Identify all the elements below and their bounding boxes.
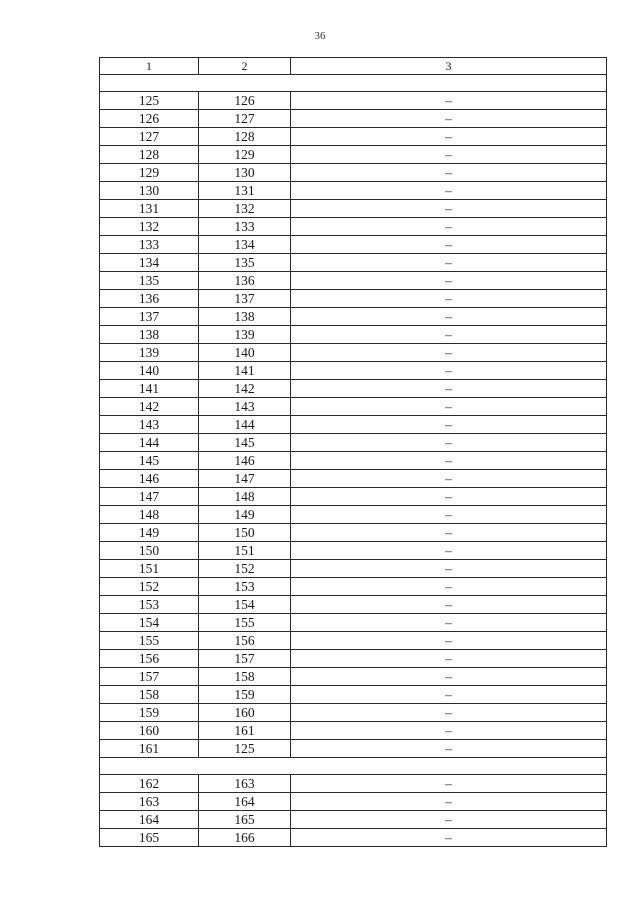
- cell-col2: 159: [199, 686, 291, 704]
- cell-col3-dash: –: [291, 164, 607, 182]
- cell-col1: 141: [100, 380, 199, 398]
- cell-col3-dash: –: [291, 596, 607, 614]
- cell-col3-dash: –: [291, 254, 607, 272]
- cell-col1: 142: [100, 398, 199, 416]
- cell-col2: 144: [199, 416, 291, 434]
- cell-col1: 159: [100, 704, 199, 722]
- cell-col1: 162: [100, 775, 199, 793]
- cell-col1: 155: [100, 632, 199, 650]
- table-row: [100, 308, 607, 326]
- table-row: [100, 92, 607, 110]
- cell-col1: 133: [100, 236, 199, 254]
- cell-col3-dash: –: [291, 632, 607, 650]
- cell-col2: 139: [199, 326, 291, 344]
- cell-col3-dash: –: [291, 182, 607, 200]
- table-header-row: [100, 58, 607, 75]
- cell-col1: 154: [100, 614, 199, 632]
- table-row: [100, 272, 607, 290]
- cell-col2: 153: [199, 578, 291, 596]
- cell-col2: 155: [199, 614, 291, 632]
- cell-col2: 131: [199, 182, 291, 200]
- cell-col2: 143: [199, 398, 291, 416]
- column-header-2: 2: [199, 58, 291, 75]
- cell-col2: 129: [199, 146, 291, 164]
- table-row: [100, 470, 607, 488]
- table-row: [100, 811, 607, 829]
- table-row: [100, 344, 607, 362]
- cell-col3-dash: –: [291, 326, 607, 344]
- cell-col2: 126: [199, 92, 291, 110]
- table-row: [100, 542, 607, 560]
- section-separator-row: [100, 758, 607, 775]
- table-row: [100, 704, 607, 722]
- cell-col3-dash: –: [291, 704, 607, 722]
- table-row: [100, 686, 607, 704]
- cell-col1: 152: [100, 578, 199, 596]
- cell-col3-dash: –: [291, 380, 607, 398]
- table-row: [100, 290, 607, 308]
- cell-col1: 164: [100, 811, 199, 829]
- cell-col1: 151: [100, 560, 199, 578]
- cell-col1: 136: [100, 290, 199, 308]
- table-row: [100, 740, 607, 758]
- cell-col1: 163: [100, 793, 199, 811]
- cell-col2: 160: [199, 704, 291, 722]
- cell-col3-dash: –: [291, 686, 607, 704]
- cell-col3-dash: –: [291, 506, 607, 524]
- cell-col1: 126: [100, 110, 199, 128]
- cell-col3-dash: –: [291, 668, 607, 686]
- cell-col3-dash: –: [291, 829, 607, 847]
- cell-col1: 158: [100, 686, 199, 704]
- cell-col1: 157: [100, 668, 199, 686]
- cell-col1: 129: [100, 164, 199, 182]
- cell-col3-dash: –: [291, 542, 607, 560]
- cell-col2: 158: [199, 668, 291, 686]
- cell-col3-dash: –: [291, 146, 607, 164]
- cell-col3-dash: –: [291, 614, 607, 632]
- table-row: [100, 182, 607, 200]
- cell-col2: 165: [199, 811, 291, 829]
- cell-col3-dash: –: [291, 452, 607, 470]
- cell-col2: 161: [199, 722, 291, 740]
- cell-col2: 147: [199, 470, 291, 488]
- cell-col3-dash: –: [291, 362, 607, 380]
- cell-col3-dash: –: [291, 308, 607, 326]
- table-row: [100, 829, 607, 847]
- cell-col2: 130: [199, 164, 291, 182]
- table-row: [100, 200, 607, 218]
- cell-col1: 145: [100, 452, 199, 470]
- table-row: [100, 398, 607, 416]
- table-row: [100, 614, 607, 632]
- table-row: [100, 254, 607, 272]
- cell-col2: 125: [199, 740, 291, 758]
- cell-col3-dash: –: [291, 128, 607, 146]
- cell-col2: 163: [199, 775, 291, 793]
- cell-col2: 128: [199, 128, 291, 146]
- cell-col2: 148: [199, 488, 291, 506]
- cell-col3-dash: –: [291, 470, 607, 488]
- cell-col1: 135: [100, 272, 199, 290]
- cell-col1: 148: [100, 506, 199, 524]
- cell-col3-dash: –: [291, 272, 607, 290]
- cell-col3-dash: –: [291, 398, 607, 416]
- cell-col1: 144: [100, 434, 199, 452]
- cell-col1: 140: [100, 362, 199, 380]
- cell-col2: 166: [199, 829, 291, 847]
- table-row: [100, 416, 607, 434]
- cell-col2: 140: [199, 344, 291, 362]
- cell-col3-dash: –: [291, 775, 607, 793]
- cell-col3-dash: –: [291, 488, 607, 506]
- cell-col3-dash: –: [291, 236, 607, 254]
- table-row: [100, 236, 607, 254]
- cell-col2: 154: [199, 596, 291, 614]
- cell-col2: 156: [199, 632, 291, 650]
- table-row: [100, 218, 607, 236]
- cell-col2: 127: [199, 110, 291, 128]
- cell-col2: 150: [199, 524, 291, 542]
- table-row: [100, 452, 607, 470]
- section-separator-row: [100, 75, 607, 92]
- cell-col1: 134: [100, 254, 199, 272]
- cell-col2: 134: [199, 236, 291, 254]
- cell-col2: 164: [199, 793, 291, 811]
- table-row: [100, 668, 607, 686]
- cell-col1: 137: [100, 308, 199, 326]
- cell-col3-dash: –: [291, 722, 607, 740]
- cell-col3-dash: –: [291, 793, 607, 811]
- cell-col1: 127: [100, 128, 199, 146]
- cell-col1: 132: [100, 218, 199, 236]
- table-row: [100, 560, 607, 578]
- table-row: [100, 488, 607, 506]
- table-row: [100, 362, 607, 380]
- cell-col2: 145: [199, 434, 291, 452]
- cell-col1: 143: [100, 416, 199, 434]
- cell-col3-dash: –: [291, 200, 607, 218]
- cell-col3-dash: –: [291, 578, 607, 596]
- table-row: [100, 164, 607, 182]
- cell-col3-dash: –: [291, 524, 607, 542]
- cell-col3-dash: –: [291, 434, 607, 452]
- cell-col1: 161: [100, 740, 199, 758]
- cell-col3-dash: –: [291, 110, 607, 128]
- table-row: [100, 793, 607, 811]
- table-row: [100, 146, 607, 164]
- cell-col1: 160: [100, 722, 199, 740]
- data-table: [99, 57, 607, 847]
- cell-col1: 125: [100, 92, 199, 110]
- cell-col3-dash: –: [291, 650, 607, 668]
- cell-col1: 128: [100, 146, 199, 164]
- cell-col3-dash: –: [291, 290, 607, 308]
- column-header-3: 3: [291, 58, 607, 75]
- cell-col1: 150: [100, 542, 199, 560]
- cell-col1: 156: [100, 650, 199, 668]
- cell-col2: 133: [199, 218, 291, 236]
- cell-col1: 138: [100, 326, 199, 344]
- cell-col2: 137: [199, 290, 291, 308]
- column-header-1: 1: [100, 58, 199, 75]
- cell-col3-dash: –: [291, 344, 607, 362]
- table-row: [100, 434, 607, 452]
- table-row: [100, 775, 607, 793]
- table-row: [100, 650, 607, 668]
- cell-col1: 131: [100, 200, 199, 218]
- page-number: 36: [314, 30, 326, 42]
- cell-col3-dash: –: [291, 560, 607, 578]
- cell-col1: 153: [100, 596, 199, 614]
- table-row: [100, 128, 607, 146]
- cell-col1: 149: [100, 524, 199, 542]
- table-row: [100, 596, 607, 614]
- table-row: [100, 326, 607, 344]
- cell-col2: 138: [199, 308, 291, 326]
- cell-col1: 165: [100, 829, 199, 847]
- table-row: [100, 110, 607, 128]
- table-row: [100, 524, 607, 542]
- table-row: [100, 722, 607, 740]
- cell-col3-dash: –: [291, 416, 607, 434]
- cell-col2: 141: [199, 362, 291, 380]
- cell-col1: 147: [100, 488, 199, 506]
- cell-col1: 139: [100, 344, 199, 362]
- cell-col2: 135: [199, 254, 291, 272]
- table-row: [100, 632, 607, 650]
- cell-col3-dash: –: [291, 740, 607, 758]
- cell-col2: 149: [199, 506, 291, 524]
- cell-col1: 146: [100, 470, 199, 488]
- cell-col2: 157: [199, 650, 291, 668]
- table-row: [100, 506, 607, 524]
- cell-col2: 151: [199, 542, 291, 560]
- cell-col2: 142: [199, 380, 291, 398]
- cell-col2: 136: [199, 272, 291, 290]
- cell-col3-dash: –: [291, 811, 607, 829]
- cell-col2: 132: [199, 200, 291, 218]
- cell-col3-dash: –: [291, 218, 607, 236]
- table-row: [100, 380, 607, 398]
- cell-col3-dash: –: [291, 92, 607, 110]
- table-row: [100, 578, 607, 596]
- cell-col2: 152: [199, 560, 291, 578]
- cell-col2: 146: [199, 452, 291, 470]
- cell-col1: 130: [100, 182, 199, 200]
